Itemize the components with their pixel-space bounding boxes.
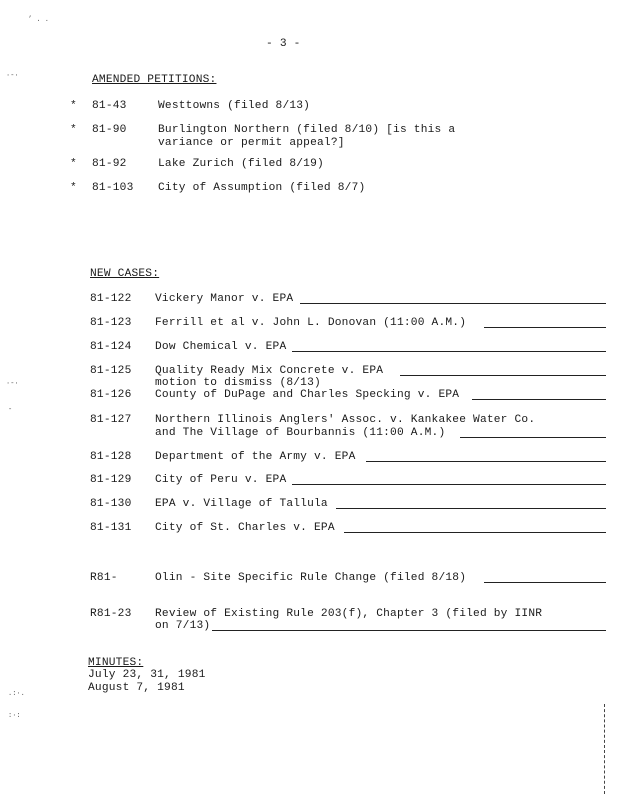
signature-line xyxy=(292,351,606,352)
signature-line xyxy=(300,303,606,304)
star-marker: * xyxy=(70,100,77,112)
case-title: Ferrill et al v. John L. Donovan (11:00 A.M.) xyxy=(155,317,467,329)
page-number: - 3 - xyxy=(266,38,301,50)
case-number: 81-92 xyxy=(92,158,127,170)
case-number: 81-126 xyxy=(90,389,132,401)
case-title: Westtowns (filed 8/13) xyxy=(158,100,311,112)
case-title: Dow Chemical v. EPA xyxy=(155,341,287,353)
new-cases-heading: NEW CASES: xyxy=(90,268,160,280)
star-marker: * xyxy=(70,182,77,194)
case-number: 81-128 xyxy=(90,451,132,463)
case-number: 81-130 xyxy=(90,498,132,510)
signature-line xyxy=(460,437,606,438)
minutes-heading: MINUTES: xyxy=(88,657,144,669)
scan-speck: ·-· xyxy=(6,380,19,388)
case-title: City of Assumption (filed 8/7) xyxy=(158,182,366,194)
scan-speck: ·-· xyxy=(6,72,19,80)
signature-line xyxy=(292,484,606,485)
signature-line xyxy=(400,375,606,376)
case-title-cont: and The Village of Bourbannis (11:00 A.M.) xyxy=(155,427,446,439)
case-title: Vickery Manor v. EPA xyxy=(155,293,294,305)
rule-number: R81-23 xyxy=(90,608,132,620)
amended-heading: AMENDED PETITIONS: xyxy=(92,74,217,86)
case-number: 81-90 xyxy=(92,124,127,136)
rule-number: R81- xyxy=(90,572,118,584)
rule-title: Review of Existing Rule 203(f), Chapter 3 (filed by IINR xyxy=(155,608,543,620)
case-title: Department of the Army v. EPA xyxy=(155,451,356,463)
rule-title-cont: on 7/13) xyxy=(155,620,211,632)
signature-line xyxy=(344,532,606,533)
signature-line xyxy=(484,582,606,583)
case-number: 81-129 xyxy=(90,474,132,486)
case-title: Quality Ready Mix Concrete v. EPA xyxy=(155,365,384,377)
case-title: EPA v. Village of Tallula xyxy=(155,498,328,510)
case-number: 81-124 xyxy=(90,341,132,353)
signature-line xyxy=(336,508,606,509)
minutes-dates: August 7, 1981 xyxy=(88,682,185,694)
case-number: 81-122 xyxy=(90,293,132,305)
case-number: 81-43 xyxy=(92,100,127,112)
scan-speck: - xyxy=(8,406,13,414)
case-number: 81-123 xyxy=(90,317,132,329)
scan-speck: .:·. xyxy=(8,690,25,698)
signature-line xyxy=(366,461,606,462)
case-title: City of Peru v. EPA xyxy=(155,474,287,486)
case-number: 81-125 xyxy=(90,365,132,377)
signature-line xyxy=(484,327,606,328)
rule-title: Olin - Site Specific Rule Change (filed 8/18) xyxy=(155,572,467,584)
case-number: 81-103 xyxy=(92,182,134,194)
case-title: Northern Illinois Anglers' Assoc. v. Kankakee Water Co. xyxy=(155,414,536,426)
minutes-dates: July 23, 31, 1981 xyxy=(88,669,206,681)
star-marker: * xyxy=(70,124,77,136)
case-number: 81-127 xyxy=(90,414,132,426)
scan-speck: :·: xyxy=(8,712,21,720)
case-title-cont: variance or permit appeal?] xyxy=(158,137,345,149)
star-marker: * xyxy=(70,158,77,170)
scan-speck: ’ . . xyxy=(28,16,50,24)
case-title: City of St. Charles v. EPA xyxy=(155,522,335,534)
case-title: Lake Zurich (filed 8/19) xyxy=(158,158,324,170)
scan-edge-mark xyxy=(604,704,605,794)
case-title-cont: motion to dismiss (8/13) xyxy=(155,377,321,389)
case-number: 81-131 xyxy=(90,522,132,534)
case-title: County of DuPage and Charles Specking v. EPA xyxy=(155,389,460,401)
signature-line xyxy=(472,399,606,400)
signature-line xyxy=(212,630,606,631)
case-title: Burlington Northern (filed 8/10) [is this a xyxy=(158,124,456,136)
